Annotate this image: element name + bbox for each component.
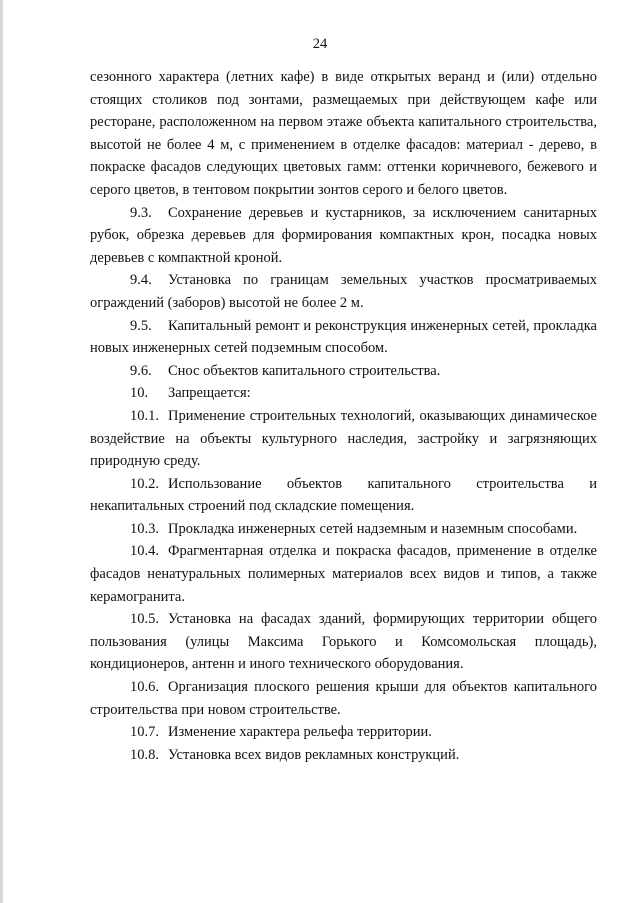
paragraph-10-6 <box>90 676 597 721</box>
scan-edge-shadow <box>0 0 3 903</box>
paragraph-9-5 <box>90 315 597 360</box>
paragraph-text: Установка на фасадах зданий, формирующих территории общего пользования (улицы Максима Горького и Комсомольская площадь), кондиционеров, антенн и иного технического оборудования. <box>90 611 597 673</box>
paragraph-text: Сохранение деревьев и кустарников, за исключением санитарных рубок, обрезка деревьев для формирования компактных крон, посадка новых деревьев с компактной кроной. <box>90 204 597 266</box>
paragraph-text: Капитальный ремонт и реконструкция инженерных сетей, прокладка новых инженерных сетей подземным способом. <box>90 317 597 357</box>
paragraph-number: 9.6. <box>130 362 152 379</box>
paragraph-number: 10.1. <box>130 407 159 424</box>
paragraph-number: 10.2. <box>130 475 159 492</box>
paragraph-number: 9.5. <box>130 317 152 334</box>
paragraph-text: Фрагментарная отделка и покраска фасадов, применение в отделке фасадов ненатуральных полимерных материалов всех видов и типов, а также керамогранита. <box>90 543 597 605</box>
paragraph-number: 10.8. <box>130 746 159 763</box>
paragraph-text: Установка всех видов рекламных конструкций. <box>168 746 460 763</box>
paragraph-number: 10.3. <box>130 520 159 537</box>
paragraph-number: 10.6. <box>130 679 159 696</box>
paragraph-text: Установка по границам земельных участков просматриваемых ограждений (заборов) высотой не более 2 м. <box>90 272 597 311</box>
paragraph-10-8 <box>90 744 597 767</box>
paragraph-9-3 <box>90 202 597 270</box>
paragraph-10-4 <box>90 540 597 608</box>
paragraph-text: Изменение характера рельефа территории. <box>168 724 432 741</box>
paragraph-text: Снос объектов капитального строительства. <box>168 362 441 379</box>
paragraph-number: 10.4. <box>130 543 159 560</box>
page-number: 24 <box>312 36 328 52</box>
paragraph-text: сезонного характера (летних кафе) в виде открытых веранд и (или) отдельно стоящих столиков под зонтами, размещаемых при действующем кафе или ресторане, расположенном на первом этаже объекта капитального строительства, высотой не более 4 м, с применением в отделке фасадов: материал - дерево, в покраске фасадов следующих цветовых гамм: оттенки коричневого, бежевого и серого цветов, в тентовом покрытии зонтов серого и белого цветов. <box>90 69 597 198</box>
paragraph-text: Запрещается: <box>168 385 251 402</box>
paragraph-10-1 <box>90 405 597 473</box>
paragraph-text: Прокладка инженерных сетей надземным и наземным способами. <box>168 520 578 537</box>
paragraph-10-2 <box>90 473 597 518</box>
paragraph-10 <box>90 382 597 405</box>
paragraph-number: 10.5. <box>130 611 159 628</box>
paragraph-number: 10. <box>130 385 149 402</box>
document-body <box>90 66 597 766</box>
paragraph-text: Организация плоского решения крыши для объектов капитального строительства при новом строительстве. <box>90 679 597 718</box>
paragraph-9-4 <box>90 269 597 314</box>
paragraph-10-7 <box>90 721 597 744</box>
paragraph-number: 9.4. <box>130 272 152 289</box>
paragraph-text: Использование объектов капитального строительства и некапитальных строений под складские помещения. <box>90 475 597 515</box>
paragraph-10-5 <box>90 608 597 676</box>
paragraph-text: Применение строительных технологий, оказывающих динамическое воздействие на объекты культурного наследия, застройку и загрязняющих природную среду. <box>90 407 597 470</box>
paragraph-continuation <box>90 66 597 202</box>
paragraph-number: 10.7. <box>130 724 159 741</box>
paragraph-9-6 <box>90 360 597 383</box>
paragraph-number: 9.3. <box>130 204 152 221</box>
paragraph-10-3 <box>90 518 597 541</box>
